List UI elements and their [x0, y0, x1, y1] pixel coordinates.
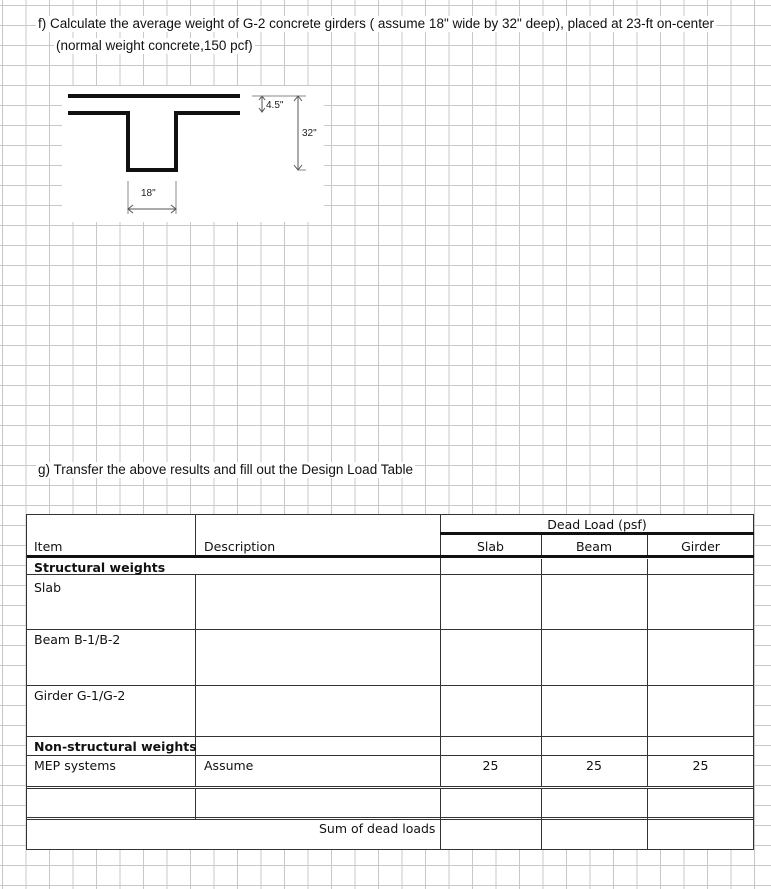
row-line-nonstructural	[27, 755, 754, 756]
row-line-slab	[27, 629, 754, 630]
design-load-table	[26, 514, 754, 850]
dead-load-underline	[440, 532, 754, 535]
row-label-mep: MEP systems	[34, 758, 116, 773]
web-width-label: 18"	[141, 188, 156, 199]
dead-load-header: Dead Load (psf)	[547, 517, 647, 532]
mep-beam-value: 25	[586, 758, 602, 773]
question-g: g) Transfer the above results and fill out the Design Load Table	[38, 462, 413, 477]
col-divider-item-desc-blank	[195, 788, 196, 819]
mep-description: Assume	[204, 758, 254, 773]
flange-depth-label: 4.5"	[266, 100, 284, 111]
col-divider-beam-girder	[647, 559, 648, 786]
col-divider-item-desc-top	[195, 515, 196, 557]
girder-cross-section-figure	[62, 86, 324, 222]
row-label-girder: Girder G-1/G-2	[34, 688, 126, 703]
row-line-mep-bottom	[27, 788, 754, 789]
row-line-blank-a	[27, 817, 754, 818]
column-header-girder: Girder	[681, 539, 720, 554]
row-line-beam	[27, 685, 754, 686]
girder-section-drawing	[62, 86, 324, 222]
col-divider-slab-beam	[541, 559, 542, 786]
sum-of-dead-loads-label: Sum of dead loads	[319, 821, 436, 836]
header-bottom-rule	[27, 555, 754, 558]
column-header-beam: Beam	[575, 539, 613, 554]
row-label-beam: Beam B-1/B-2	[34, 632, 121, 647]
mep-girder-value: 25	[692, 758, 709, 773]
column-header-slab: Slab	[476, 539, 504, 554]
girder-outline	[68, 113, 240, 170]
question-f-line-1: f) Calculate the average weight of G-2 concrete girders ( assume 18" wide by 32" deep), placed at 23-ft on-center	[38, 16, 714, 31]
question-f-line-2: (normal weight concrete,150 pcf)	[56, 38, 253, 53]
nonstructural-weights-header: Non-structural weights	[34, 739, 197, 754]
row-label-slab: Slab	[34, 580, 62, 595]
row-line-mep-top	[27, 786, 754, 787]
structural-weights-header: Structural weights	[34, 560, 166, 575]
mep-slab-value: 25	[482, 758, 499, 773]
row-line-blank-b	[27, 819, 754, 820]
row-line-girder	[27, 736, 754, 737]
column-header-item: Item	[34, 539, 63, 554]
total-depth-label: 32"	[302, 128, 317, 139]
column-header-description: Description	[204, 539, 276, 554]
